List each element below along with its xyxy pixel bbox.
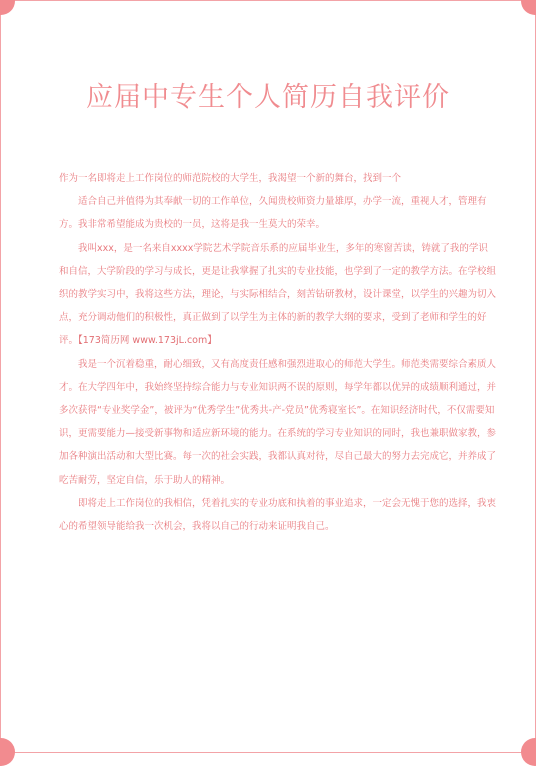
document-body xyxy=(59,167,497,538)
corner-decoration xyxy=(521,0,536,15)
paragraph-school: 适合自己并值得为其奉献一切的工作单位，久闻贵校师资力量雄厚，办学一流，重视人才，管理有方。我非常希望能成为贵校的一员，这将是我一生莫大的荣幸。 xyxy=(59,196,487,231)
corner-decoration xyxy=(521,738,536,766)
paragraph-intro: 作为一名即将走上工作岗位的师范院校的大学生，我渴望一个新的舞台，找到一个 xyxy=(59,173,402,184)
paragraph-qualities: 我是一个沉着稳重，耐心细致，又有高度责任感和强烈进取心的师范大学生。师范类需要综合素质人才。在大学四年中，我始终坚持综合能力与专业知识两不误的原则，每学年都以优异的成绩顺利通过，并多次获得“专业奖学金”，被评为“优秀学生”优秀共-产-党员”优秀寝室长”。在知识经济时代，不仅需要知识，更需要能力—接受新事物和适应新环境的能力。在系统的学习专业知识的同时，我也兼职做家教，参加各种演出活动和大型比赛。每一次的社会实践，我都认真对待，尽自己最大的努力去完成它，并养成了吃苦耐劳，坚定自信，乐于助人的精神。 xyxy=(59,358,497,486)
paragraph-background-text: 我叫xxx，是一名来自xxxx学院艺术学院音乐系的应届毕业生，多年的寒窗苦读，铸就了我的学识和自信，大学阶段的学习与成长，更是让我掌握了扎实的专业技能，也学到了一定的教学方法。在学校组织的教学实习中，我将这些方法，理论，与实际相结合，刻苦钻研教材，设计课堂，以学生的兴趣为切入点，充分调动他们的积极性，真正做到了以学生为主体的新的教学大纲的要求，受到了老师和学生的好评。 xyxy=(59,242,497,347)
corner-decoration xyxy=(0,738,15,766)
paragraph-background xyxy=(59,237,497,353)
site-watermark-text: 【173简历网 www.173jL.com】 xyxy=(78,335,217,347)
page-title: 应届中专生个人简历自我评价 xyxy=(86,82,450,113)
corner-decoration xyxy=(0,0,15,15)
paragraph-closing: 即将走上工作岗位的我相信，凭着扎实的专业功底和执着的事业追求，一定会无愧于您的选择，我衷心的希望领导能给我一次机会，我将以自己的行动来证明我自己。 xyxy=(59,497,497,533)
